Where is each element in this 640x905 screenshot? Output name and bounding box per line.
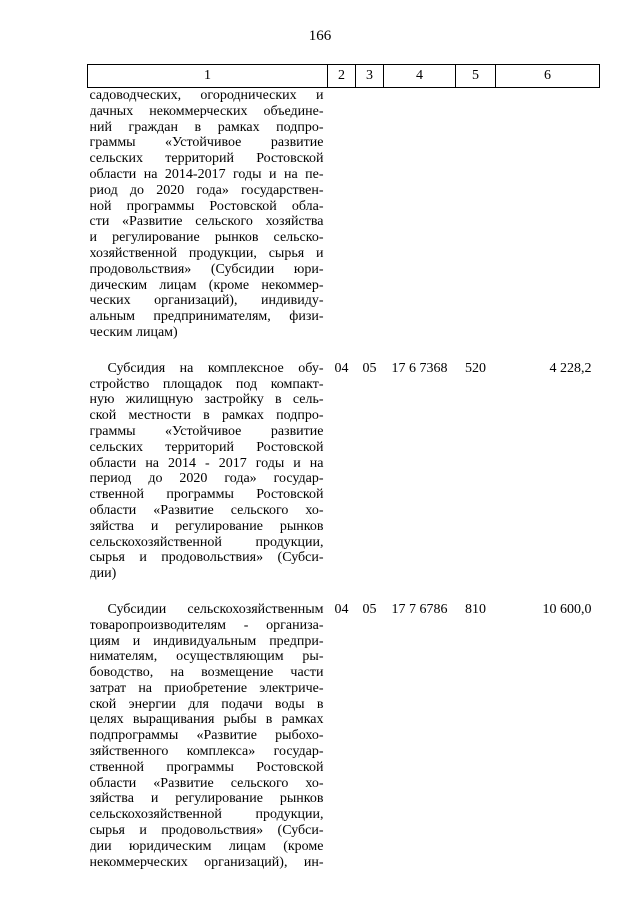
row-amount: 4 228,2 (549, 360, 592, 376)
description-line: области «Развитие сельского хо- (89, 775, 324, 791)
row-vr-code: 810 (465, 601, 486, 617)
description-line: товаропроизводителям - организа- (89, 617, 324, 633)
description-line: ной программы Ростовской обла- (89, 198, 324, 214)
row-description-cell (88, 361, 328, 582)
row-csr-code: 17 6 7368 (391, 360, 448, 376)
row-spacer (88, 341, 600, 361)
description-line: Субсидии сельскохозяйственным (107, 601, 324, 617)
header-col-3: 3 (356, 65, 384, 88)
description-line: период до 2020 года» государ- (89, 471, 324, 487)
row-description (88, 361, 328, 582)
description-line: зяйства и регулирование рынков (89, 791, 324, 807)
header-col-1: 1 (88, 65, 328, 88)
description-line: ственной программы Ростовской (89, 759, 324, 775)
table-row (88, 602, 600, 871)
description-line: сырья и продовольствия» (Субси- (89, 550, 324, 566)
row-spacer (88, 582, 600, 602)
table-row (88, 88, 600, 341)
description-line: садоводческих, огороднических и (89, 88, 324, 103)
description-line: циям и индивидуальным предпри- (89, 633, 324, 649)
description-line: некоммерческих организаций), ин- (89, 854, 324, 870)
header-col-4: 4 (384, 65, 456, 88)
row-description (88, 88, 328, 341)
row-csr-code: 17 7 6786 (391, 601, 448, 617)
table-header (88, 65, 600, 88)
row-rz-code (328, 88, 356, 341)
description-line: боводство, на возмещение части (89, 665, 324, 681)
description-line: дачных некоммерческих объедине- (89, 103, 324, 119)
description-line: и регулирование рынков сельско- (89, 230, 324, 246)
description-line: зяйственного комплекса» государ- (89, 744, 324, 760)
header-col-5: 5 (456, 65, 496, 88)
description-line: области на 2014-2017 годы и на пе- (89, 166, 324, 182)
description-line: сырья и продовольствия» (Субси- (89, 823, 324, 839)
row-amount (496, 88, 600, 341)
row-rz-code: 04 (334, 601, 349, 617)
row-vr-code: 520 (465, 360, 486, 376)
description-line: ственной программы Ростовской (89, 487, 324, 503)
row-description (88, 602, 328, 871)
description-line: затрат на приобретение электриче- (89, 680, 324, 696)
description-line: сти «Развитие сельского хозяйства (89, 214, 324, 230)
description-line: риод до 2020 года» государствен- (89, 182, 324, 198)
description-line: граммы «Устойчивое развитие (89, 423, 324, 439)
row-pr-code: 05 (362, 360, 377, 376)
description-line: продовольствия» (Субсидии юри- (89, 261, 324, 277)
row-pr-code: 05 (362, 601, 377, 617)
row-rz-code: 04 (334, 360, 349, 376)
row-vr-code (456, 88, 496, 341)
description-line: сельских территорий Ростовской (89, 439, 324, 455)
description-line: сельскохозяйственной продукции, (89, 534, 324, 550)
page-number: 166 (308, 28, 332, 44)
row-csr-code (384, 88, 456, 341)
description-line: граммы «Устойчивое развитие (89, 135, 324, 151)
description-line: зяйства и регулирование рынков (89, 518, 324, 534)
description-line: ческих организаций), индивиду- (89, 293, 324, 309)
description-line: стройство площадок под компакт- (89, 376, 324, 392)
table-body (88, 88, 600, 871)
description-line: нимателям, осуществляющим ры- (89, 649, 324, 665)
row-amount: 10 600,0 (542, 601, 592, 617)
table-row (88, 361, 600, 582)
header-col-6: 6 (496, 65, 600, 88)
description-line: сельских территорий Ростовской (89, 151, 324, 167)
row-description-cell (88, 88, 328, 341)
description-line: альным предпринимателям, физи- (89, 309, 324, 325)
row-pr-code (356, 88, 384, 341)
description-line: хозяйственной продукции, сырья и (89, 245, 324, 261)
description-line: Субсидия на комплексное обу- (107, 360, 324, 376)
description-line: ную жилищную застройку в сель- (89, 392, 324, 408)
budget-table (87, 64, 600, 870)
description-line: ний граждан в рамках подпро- (89, 119, 324, 135)
description-line: дии юридическим лицам (кроме (89, 838, 324, 854)
description-line: области «Развитие сельского хо- (89, 502, 324, 518)
description-line: дическим лицам (кроме некоммер- (89, 277, 324, 293)
description-line: сельскохозяйственной продукции, (89, 807, 324, 823)
description-line: ской энергии для подачи воды в (89, 696, 324, 712)
description-line: дии) (89, 566, 117, 582)
description-line: подпрограммы «Развитие рыбохо- (89, 728, 324, 744)
description-line: ческим лицам) (89, 324, 178, 340)
description-line: целях выращивания рыбы в рамках (89, 712, 324, 728)
description-line: области на 2014 - 2017 годы и на (89, 455, 324, 471)
header-row (88, 65, 600, 88)
description-line: ской местности в рамках подпро- (89, 408, 324, 424)
header-col-2: 2 (328, 65, 356, 88)
row-description-cell (88, 602, 328, 871)
